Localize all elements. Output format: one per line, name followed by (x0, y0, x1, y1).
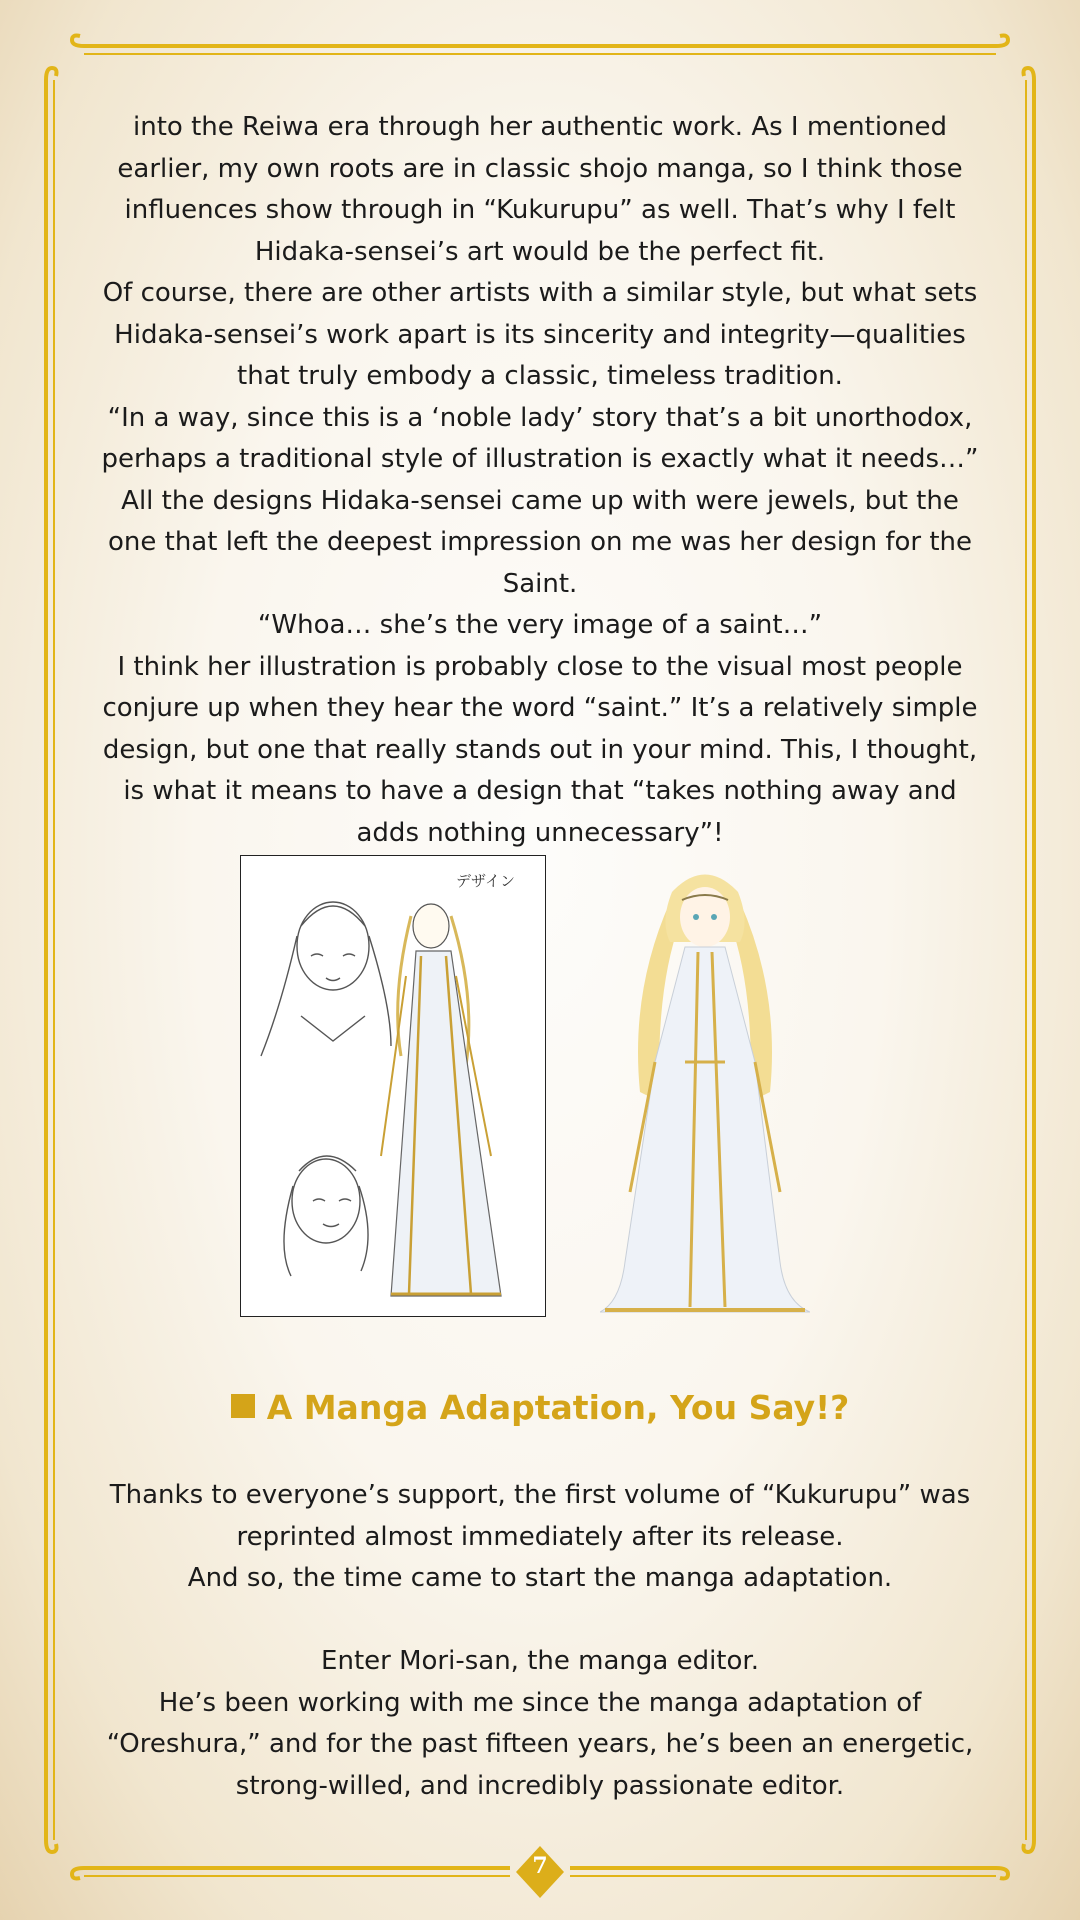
paragraph: Enter Mori-san, the manga editor. (321, 1646, 759, 1676)
quote-paragraph: “Whoa… she’s the very image of a saint…” (257, 610, 823, 640)
body-text-bottom (96, 1475, 984, 1807)
sketch-note: デザイン (456, 872, 515, 890)
paragraph: He’s been working with me since the manga adaptation of “Oreshura,” and for the past fifteen years, he’s been an energetic, strong-willed, and incredibly passionate editor. (106, 1687, 974, 1801)
section-heading (0, 1388, 1080, 1427)
heading-square-icon (231, 1394, 255, 1418)
saint-design-sketch (240, 855, 546, 1317)
paragraph: into the Reiwa era through her authentic work. As I mentioned earlier, my own roots are in classic shojo manga, so I think those influences show through in “Kukurupu” as well. That’s why I felt Hidaka-sensei’s art would be the perfect fit. (117, 112, 963, 267)
paragraph: I think her illustration is probably close to the visual most people conjure up when they hear the word “saint.” It’s a relatively simple design, but one that really stands out in your mind. This, I thought, is what it means to have a design that “takes nothing away and adds nothing unnecessary”! (102, 651, 978, 848)
page-number: 7 (532, 1853, 548, 1879)
section-heading-text: A Manga Adaptation, You Say!? (266, 1388, 850, 1427)
saint-color-illustration (600, 862, 810, 1320)
quote-paragraph: “In a way, since this is a ‘noble lady’ story that’s a bit unorthodox, perhaps a traditional style of illustration is exactly what it needs…” (101, 402, 979, 474)
paragraph: Thanks to everyone’s support, the first volume of “Kukurupu” was reprinted almost immediately after its release. (109, 1480, 971, 1552)
paragraph: All the designs Hidaka-sensei came up with were jewels, but the one that left the deepest impression on me was her design for the Saint. (107, 485, 973, 599)
paragraph: Of course, there are other artists with a similar style, but what sets Hidaka-sensei’s work apart is its sincerity and integrity—qualities that truly embody a classic, timeless tradition. (102, 278, 978, 391)
paragraph: And so, the time came to start the manga adaptation. (187, 1563, 893, 1593)
spacer (96, 1600, 984, 1642)
sketch-drawing (241, 856, 545, 1316)
body-text-top (96, 107, 984, 854)
